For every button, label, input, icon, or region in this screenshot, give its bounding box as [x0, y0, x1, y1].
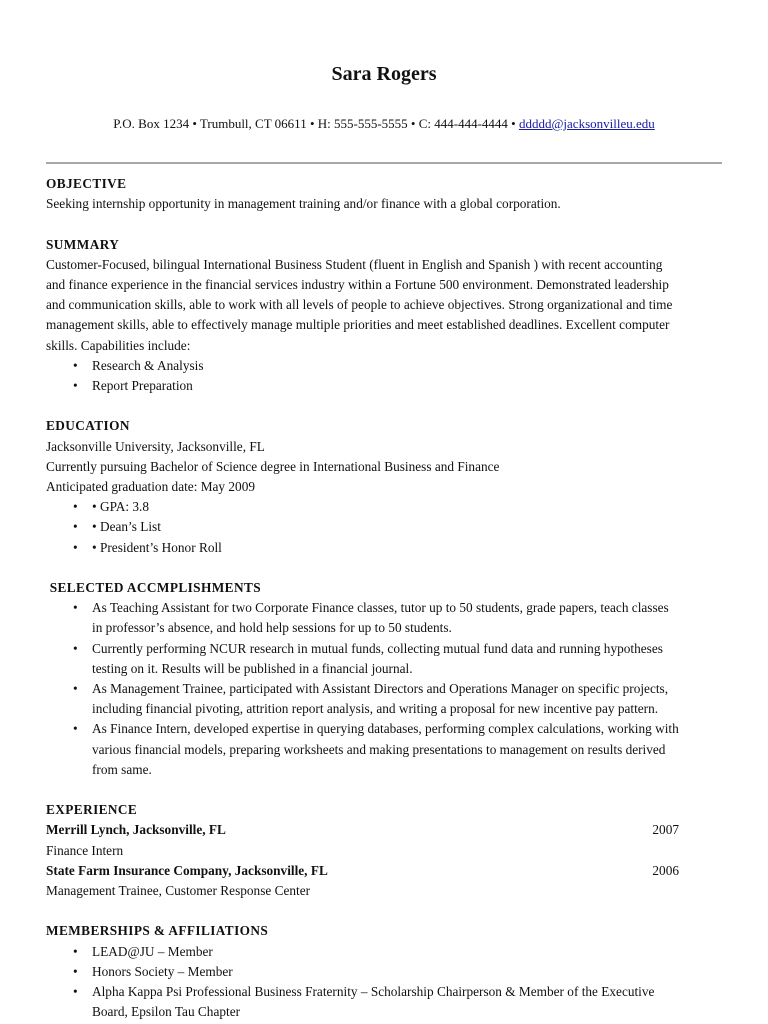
memberships-list: [46, 942, 726, 1023]
honor-item: • • President’s Honor Roll: [92, 538, 726, 558]
accomplishment-line: testing on it. Results will be published in a financial journal.: [92, 660, 413, 676]
email-link[interactable]: ddddd@jacksonvilleu.edu: [518, 116, 655, 131]
header-divider: [46, 162, 722, 164]
summary-line: skills. Capabilities include:: [46, 337, 191, 353]
summary-section: [46, 235, 726, 397]
accomplishment-item: [92, 679, 726, 719]
education-line: Anticipated graduation date: May 2009: [46, 479, 255, 495]
memberships-section: [46, 921, 726, 1022]
resume-body: [46, 174, 726, 1022]
objective-section: [46, 174, 726, 214]
accomplishment-line: including financial pivoting, attrition report analysis, and writing a proposal for new incentive pay pattern.: [92, 701, 659, 717]
accomplishments-section: [46, 578, 726, 780]
capability-item: • Report Preparation: [92, 376, 726, 396]
job-header: [46, 820, 679, 840]
job-year: 2007: [652, 822, 679, 838]
accomplishments-heading: SELECTED ACCMPLISHMENTS: [46, 580, 262, 596]
membership-line: • Honors Society – Member: [92, 963, 233, 979]
accomplishment-line: • As Teaching Assistant for two Corporate Finance classes, tutor up to 50 students, grade papers, teach classes: [92, 600, 669, 616]
accomplishment-line: • Currently performing NCUR research in mutual funds, collecting mutual fund data and running hypotheses: [92, 640, 663, 656]
job-employer: Merrill Lynch, Jacksonville, FL: [46, 822, 226, 838]
capability-item: • Research & Analysis: [92, 356, 726, 376]
education-heading: EDUCATION: [46, 418, 130, 434]
job-year: 2006: [652, 862, 679, 878]
education-line: Currently pursuing Bachelor of Science degree in International Business and Finance: [46, 458, 500, 474]
experience-heading: EXPERIENCE: [46, 802, 138, 818]
membership-item: [92, 962, 726, 982]
resume-name: Sara Rogers: [331, 63, 437, 85]
accomplishments-list: [46, 598, 726, 780]
experience-section: [46, 800, 726, 901]
accomplishment-line: in professor’s absence, and hold help sessions for up to 50 students.: [92, 620, 452, 636]
summary-line: Customer-Focused, bilingual International Business Student (fluent in English and Spanish ) with recent accounting: [46, 256, 663, 272]
objective-text: Seeking internship opportunity in management training and/or finance with a global corporation.: [46, 196, 561, 212]
accomplishment-item: [92, 639, 726, 679]
education-line: Jacksonville University, Jacksonville, FL: [46, 438, 265, 454]
summary-heading: SUMMARY: [46, 236, 120, 252]
memberships-heading: MEMBERSHIPS & AFFILIATIONS: [46, 923, 269, 939]
honor-item: • • Dean’s List: [92, 517, 726, 537]
contact-details: P.O. Box 1234 • Trumbull, CT 06611 • H: 555-555-5555 • C: 444-444-4444 •: [113, 116, 516, 131]
summary-line: and communication skills, able to work with all levels of people to achieve objectives. Strong organizational and time: [46, 297, 673, 313]
membership-line: • Alpha Kappa Psi Professional Business Fraternity – Scholarship Chairperson & Member of the Executive: [92, 984, 655, 1000]
accomplishment-line: • As Finance Intern, developed expertise in querying databases, performing complex calculations, working with: [92, 721, 679, 737]
education-section: [46, 416, 726, 557]
job-title: Management Trainee, Customer Response Center: [46, 883, 311, 899]
membership-item: [92, 982, 726, 1022]
job-title: Finance Intern: [46, 842, 124, 858]
membership-line: Board, Epsilon Tau Chapter: [92, 1004, 241, 1020]
job-header: [46, 861, 679, 881]
accomplishment-line: from same.: [92, 761, 152, 777]
summary-line: management skills, able to effectively manage multiple priorities and meet established deadlines. Excellent computer: [46, 317, 670, 333]
summary-line: and finance experience in the financial services industry within a Fortune 500 environment. Demonstrated leadership: [46, 277, 669, 292]
objective-heading: OBJECTIVE: [46, 176, 127, 191]
job-employer: State Farm Insurance Company, Jacksonville, FL: [46, 862, 328, 878]
honor-item: • • GPA: 3.8: [92, 497, 726, 517]
education-honors-list: [46, 497, 726, 558]
accomplishment-item: [92, 719, 726, 780]
accomplishment-line: • As Management Trainee, participated with Assistant Directors and Operations Manager on specific projects,: [92, 681, 669, 697]
accomplishment-item: [92, 598, 726, 638]
membership-item: [92, 942, 726, 962]
contact-line: [0, 115, 768, 133]
accomplishment-line: various financial models, preparing worksheets and making presentations to management on results derived: [92, 741, 666, 757]
membership-line: • LEAD@JU – Member: [92, 943, 213, 959]
capabilities-list: [46, 356, 726, 396]
